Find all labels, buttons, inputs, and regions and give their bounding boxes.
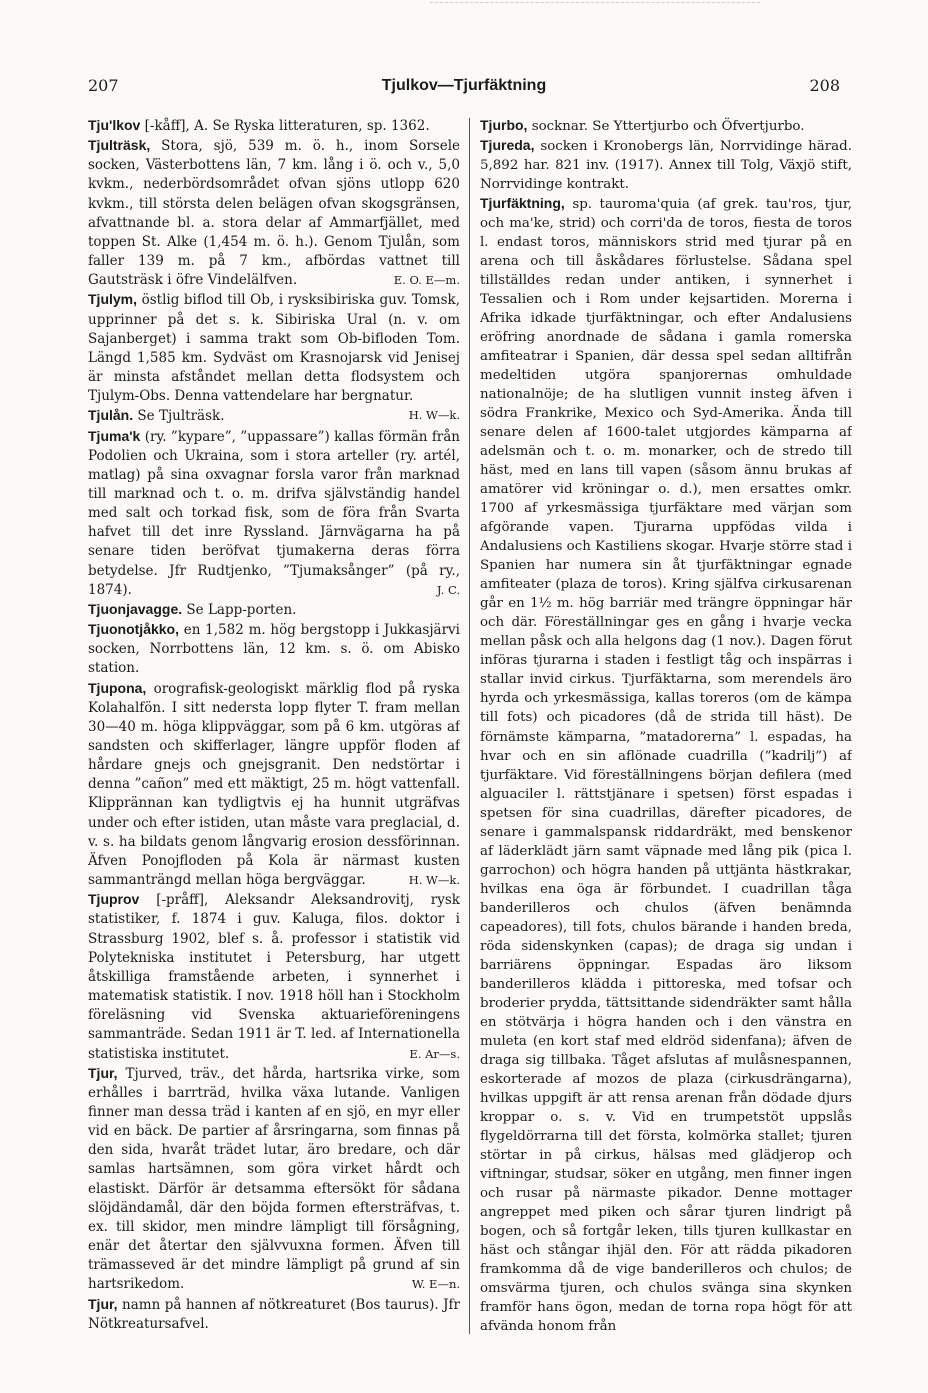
- headword: Tjurfäktning,: [480, 195, 565, 212]
- author-signature: J. C.: [436, 582, 460, 597]
- headword: Tjulym,: [88, 291, 138, 308]
- headword: Tjulån.: [88, 407, 134, 424]
- entry: [88, 406, 460, 426]
- entry-text: (ry. ”kypare”, ”uppassare”) kallas förmän från Podolien och Ukraina, som i stora arteller (ry. artél, matlag) på sina oxvagnar forsla varor från marknad till marknad och t. o. m. drifva självständig handel med salt och torkad fisk, som de föra från Svarta hafvet till det inre Ryssland. Järnvägarna ha på senare tiden beröfvat tjumakerna deras förra betydelse. Jfr Rudtjenko, ”Tjumaksånger” (på ry., 1874).: [88, 428, 460, 598]
- entry-text: [-kåff], A. Se Ryska litteraturen, sp. 1362.: [144, 118, 430, 134]
- author-signature: W. E—n.: [411, 1277, 460, 1292]
- headword: Tjuma'k: [88, 427, 141, 444]
- author-signature: H. W—k.: [408, 408, 460, 423]
- entry-text: Se Lapp-porten.: [186, 601, 297, 618]
- left-column: [88, 116, 460, 1336]
- column-divider: [469, 118, 470, 1334]
- author-signature: E. Ar—s.: [409, 1046, 460, 1061]
- headword: Tjur,: [88, 1295, 118, 1312]
- entry-text: orografisk-geologiskt märklig flod på ryska Kolahalfön. I sitt nedersta lopp flyter T. fram mellan 30—40 m. höga klippväggar, som på 6 km. utgöras af sandsten och skifferlager, längre uppför floden af hårdare gnejs och gnejsgranit. Den nedstörtar i denna ”cañon” med ett mäktigt, 25 m. högt vattenfall. Klipprännan kan tydligtvis ej ha hunnit utgräfvas under och efter istiden, utan måste vara preglacial, d. v. s. ha bildats genom långvarig erosion dessförinnan. Äfven Ponojfloden på Kola är närmast kusten sammanträngd mellan höga bergväggar.: [88, 680, 460, 889]
- headword: Tjuonotjåkko,: [88, 621, 179, 638]
- page-number-left: 207: [88, 76, 119, 95]
- entry-text: Stora, sjö, 539 m. ö. h., inom Sorsele socken, Västerbottens län, 7 km. lång i ö. och v., 5,0 kvkm., nederbördsområdet ofvan sjöns utlopp 620 kvkm., till största delen belägen ofvan skogsgränsen, afvattnande bl. a. stora delar af Ammarfjället, med toppen St. Alke (1,454 m. ö. h.). Genom Tjulån, som faller 139 m. på 7 km., afbördas vattnet till Gautsträsk i öfre Vindelälfven.: [88, 138, 460, 289]
- entry-text: socknar. Se Yttertjurbo och Öfvertjurbo.: [531, 119, 805, 134]
- entry-text: socken i Kronobergs län, Norrvidinge härad. 5,892 har. 821 inv. (1917). Annex till Tolg, Växjö stift, Norrvidinge kontrakt.: [480, 139, 852, 193]
- entry: [88, 1064, 460, 1295]
- entry: [88, 427, 460, 600]
- entry: [88, 116, 460, 136]
- headword: Tju'lkov: [88, 117, 141, 133]
- entry-text: östlig biflod till Ob, i rysksibiriska guv. Tomsk, upprinner på det s. k. Sibiriska Ural (n. v. om Sajanberget) i samma trakt som Ob-bifloden Tom. Längd 1,585 km. Sydväst om Krasnojarsk vid Jenisej är minsta afståndet mellan detta flodsystem och Tjulym-Obs. Denna vattendelare har bergnatur.: [88, 292, 460, 405]
- entry-text: [-pråff], Aleksandr Aleksandrovitj, rysk statistiker, f. 1874 i guv. Kaluga, filos. doktor i Strassburg 1902, blef s. å. professor i statistik vid Polytekniska institutet i Petersburg, har utgett åtskilliga framstående arbeten, i synnerhet i matematisk statistik. I nov. 1918 höll han i Stockholm föreläsning vid Svenska aktuarieföreningens sammanträde. Sedan 1911 är T. led. af Internationella statistiska institutet.: [88, 892, 460, 1062]
- entry-text: sp. tauroma'quia (af grek. tau'ros, tjur, och ma'ke, strid) och corri'da de toros, fiesta de toros l. endast toros, människors strid med tjurar på en arena och till åskådares förlustelse. Sådana spel tillställdes redan under antiken, i synnerhet i Tessalien och i Rom under kejsartiden. Morerna i Afrika idkade tjurfäktningar, och efter Andalusiens eröfring anordnade de sådana i gamla romerska amfiteatrar i Spanien, där dessa spel sedan alltifrån medeltiden utgöra spanjorernas omhuldade nationalnöje; de ha slutligen vunnit insteg äfven i södra Frankrike, Mexico och Syd-Amerika. Ända till senare delen af 1600-talet utgjordes kämparna af adelsmän och t. o. m. monarker, och de stredo till häst, med en lans till vapen (såsom ännu brukas af amatörer vid kröningar o. d.), men ersattes omkr. 1700 af yrkesmässiga tjurfäktare med värjan som afgörande vapen. Tjurarna uppfödas vilda i Andalusiens och Kastiliens skogar. Hvarje större stad i Spanien har numera sin åt tjurfäktningar egnade amfiteater (plaza de toros). Kring själfva cirkusarenan går en 1½ m. hög barriär med trängre öppningar här och där. Föreställningar ges en gång i hvarje vecka mellan påsk och alla helgons dag (1 nov.). Dagen förut införas tjurarna i staden i festligt tåg och inspärras i stallar invid cirkus. Tjurfäktarna, som merendels äro hyrda och yrkesmässiga, kallas toreros (om de kämpa till fots) och picadores (då de strida till häst). De förnämste kämparna, ”matadorerna” l. espadas, ha hvar och en sin aflönade cuadrilla (”kadrilj”) af tjurfäktare. Vid föreställningens början defilera (med alguaciler l. rättstjänare i spetsen) först espadas i spetsen för sina cuadrillas, därefter picadores, de senare i gammalspansk riddardräkt, med benskenor af läderklädt järn samt väpnade med lång pik (pica l. garrochon) och högra handen på uttjänta hästkrakar, hvilkas ena öga är förbundet. I cuadrillan tåga banderilleros och chulos (äfven benämnda capeadores), till fots, chulos bärande i handen breda, röda sidenskynken (capas); de draga sig undan i barriärens öppningar. Espadas äro liksom banderilleros klädda i pittoreska, med tofsar och broderier prydda, tättsittande sidendräkter samt hålla en stötvärja i högra handen och i den vänstra en muleta (en kort staf med eldröd sidenfana); äfven de draga sig tillbaka. Tåget afslutas af mulåsnespannen, eskorterade af mozos de plaza (cirkusdrängarna), hvilkas uppgift är att rensa arenan från dödade djurs kroppar o. s. v. Vid en trumpetstöt uppslås flygeldörrarna till det första, kolmörka stallet; tjuren störtar in på cirkus, hälsas med glädjerop och viftningar, studsar, söker en utgång, men finner ingen och rusar på närmaste pikador. Denne mottager angreppet med piken och sårar tjuren lindrigt på bogen, och så fortgår leken, tills tjuren kullkastar en häst och stångar ihjäl den. För att rädda pikadoren framkomma då de vige banderilleros och chulos; de omsvärma tjuren, och chulos svänga sina skynken framför hans ögon, medan de torna ropa högt för att afvända honom från: [480, 197, 852, 1334]
- headword: Tjulträsk,: [88, 137, 151, 154]
- entry-text: Tjurved, träv., det hårda, hartsrika virke, som erhålles i barrträd, hvilka växa lutande. Vanligen finner man dessa träd i kanten af en sjö, en myr eller vid en bäck. De partier af årsringarna, som finnas på den sida, hvaråt trädet lutar, äro bredare, och där samlas hartsämnen, som göra virket hårdt och elastiskt. Därför är detsamma eftersökt för sådana slöjdändamål, där den böjda formen eftersträfvas, t. ex. till skidor, men mindre lämpligt till försågning, enär det återtar den självvuxna formen. Äfven till trämasseved är det mindre lämpligt på grund af sin hartsrikedom.: [88, 1065, 460, 1293]
- entry-text: namn på hannen af nötkreaturet (Bos taurus). Jfr Nötkreatursafvel.: [88, 1296, 460, 1332]
- entry: [480, 136, 852, 194]
- headword: Tjupona,: [88, 679, 147, 696]
- author-signature: E. O. E—m.: [393, 273, 460, 288]
- author-signature: H. W—k.: [408, 873, 460, 888]
- entry: [88, 890, 460, 1063]
- headword: Tjuonjavagge.: [88, 600, 183, 617]
- entry: [88, 679, 460, 891]
- entry-text: en 1,582 m. hög bergstopp i Jukkasjärvi socken, Norrbottens län, 12 km. s. ö. om Abisko station.: [88, 622, 460, 677]
- entry: [88, 1295, 460, 1334]
- right-column: [480, 116, 852, 1336]
- entry: [480, 116, 852, 136]
- headword: Tjur,: [88, 1064, 118, 1081]
- headword: Tjuprov: [88, 891, 140, 908]
- page-header: [88, 74, 840, 98]
- scan-edge-line: [430, 2, 760, 4]
- entry: [480, 194, 852, 1336]
- headword: Tjurbo,: [480, 117, 528, 133]
- running-title: Tjulkov—Tjurfäktning: [381, 77, 547, 94]
- page-number-right: 208: [809, 76, 840, 95]
- entry: [88, 600, 460, 620]
- entry-text: Se Tjulträsk.: [137, 408, 225, 425]
- headword: Tjureda,: [480, 137, 535, 154]
- entry: [88, 620, 460, 678]
- entry: [88, 136, 460, 290]
